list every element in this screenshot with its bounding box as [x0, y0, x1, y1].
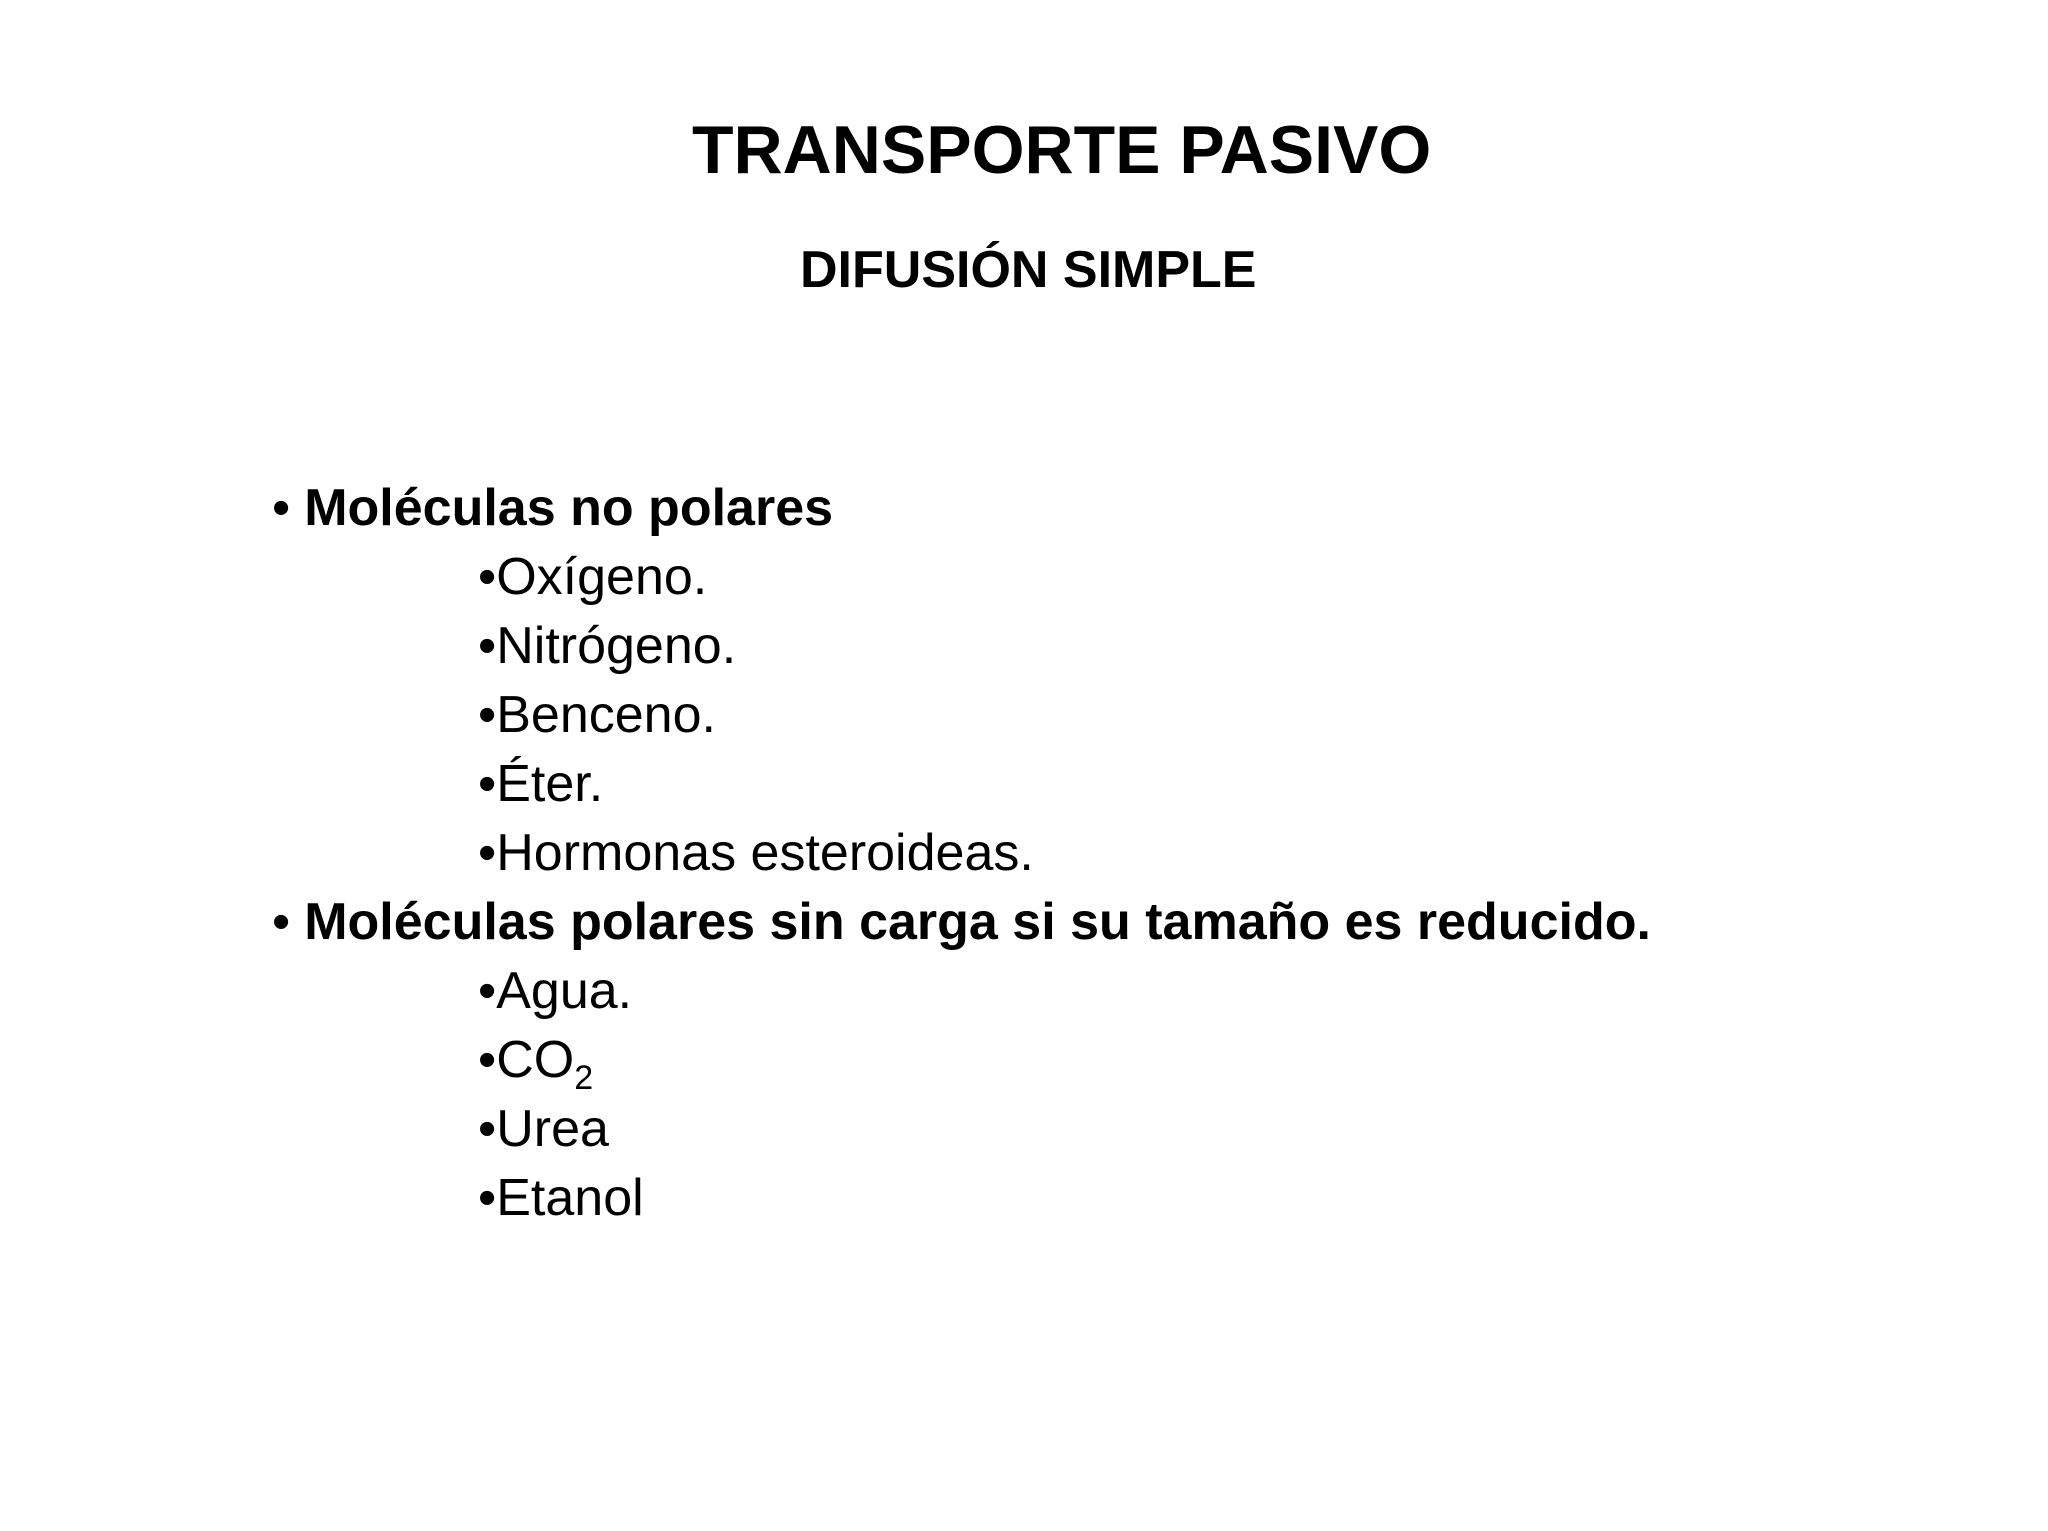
- group2-heading-text: Moléculas polares sin carga si su tamaño es reducido.: [304, 893, 1651, 951]
- bullet-icon: •: [272, 893, 291, 951]
- list-item-text: Hormonas esteroideas.: [496, 824, 1034, 882]
- list-item-text: Benceno.: [496, 686, 716, 744]
- bullet-icon: •: [478, 686, 497, 744]
- slide-subtitle: DIFUSIÓN SIMPLE: [800, 241, 1257, 299]
- subscript: 2: [574, 1059, 594, 1097]
- group1-heading: [272, 477, 833, 539]
- list-item-text: Urea: [496, 1100, 609, 1158]
- bullet-icon: •: [478, 824, 497, 882]
- list-item: [478, 615, 736, 677]
- list-item: [478, 822, 1034, 884]
- list-item-text: Nitrógeno.: [496, 617, 737, 675]
- list-item-text: Agua.: [496, 962, 633, 1020]
- list-item: [478, 960, 632, 1022]
- group1-heading-text: Moléculas no polares: [304, 479, 834, 537]
- bullet-icon: •: [478, 962, 497, 1020]
- group2-heading: [272, 891, 1651, 953]
- slide-title: TRANSPORTE PASIVO: [692, 112, 1432, 188]
- list-item-text: Etanol: [496, 1169, 644, 1227]
- list-item-text: CO: [496, 1031, 575, 1089]
- list-item: [478, 1167, 644, 1229]
- bullet-icon: •: [478, 1100, 497, 1158]
- bullet-icon: •: [272, 479, 291, 537]
- bullet-icon: •: [478, 1169, 497, 1227]
- list-item: [478, 753, 603, 815]
- list-item: [478, 1098, 609, 1160]
- list-item-text: Oxígeno.: [496, 548, 708, 606]
- list-item-text: Éter.: [496, 755, 604, 813]
- list-item: [478, 1029, 594, 1097]
- list-item: [478, 684, 716, 746]
- bullet-icon: •: [478, 617, 497, 675]
- bullet-icon: •: [478, 755, 497, 813]
- bullet-icon: •: [478, 548, 497, 606]
- bullet-icon: •: [478, 1031, 497, 1089]
- list-item: [478, 546, 707, 608]
